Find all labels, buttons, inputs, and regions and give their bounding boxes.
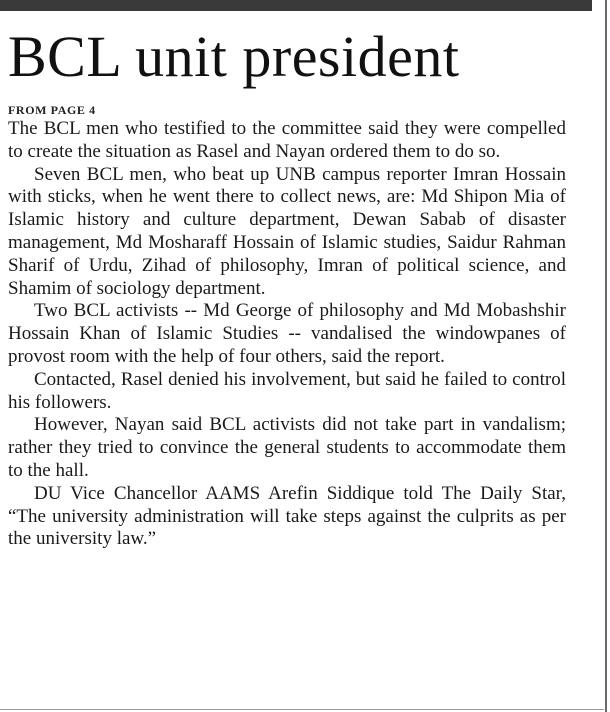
article-paragraph: Two BCL activists -- Md George of philosophy and Md Mobashshir Hossain Khan of Islamic Studies -- vandalised the windowpanes of provost room with the help of four others, said the report. <box>8 300 566 367</box>
jump-line: FROM PAGE 4 <box>8 103 96 117</box>
headline: BCL unit president <box>8 24 460 89</box>
article-paragraph: Seven BCL men, who beat up UNB campus reporter Imran Hossain with sticks, when he went there to collect news, are: Md Shipon Mia of Islamic history and culture department, Dewan Sabab of disaster management, Md Mosharaff Hossain of Islamic studies, Saidur Rahman Sharif of Urdu, Zihad of philosophy, Imran of political science, and Shamim of sociology department. <box>8 163 566 299</box>
bottom-rule <box>0 709 604 710</box>
top-rule <box>0 0 592 11</box>
article-paragraph: The BCL men who testified to the committee said they were compelled to create the situation as Rasel and Nayan ordered them to do so. <box>8 118 566 162</box>
article-paragraph: DU Vice Chancellor AAMS Arefin Siddique told The Daily Star, “The university administration will take steps against the culprits as per the university law.” <box>8 482 566 550</box>
news-article <box>8 12 566 551</box>
article-paragraph: However, Nayan said BCL activists did not take part in vandalism; rather they tried to convince the general students to accommodate them to the hall. <box>8 414 566 481</box>
article-paragraph: Contacted, Rasel denied his involvement, but said he failed to control his followers. <box>8 368 566 413</box>
column-rule <box>605 0 607 712</box>
